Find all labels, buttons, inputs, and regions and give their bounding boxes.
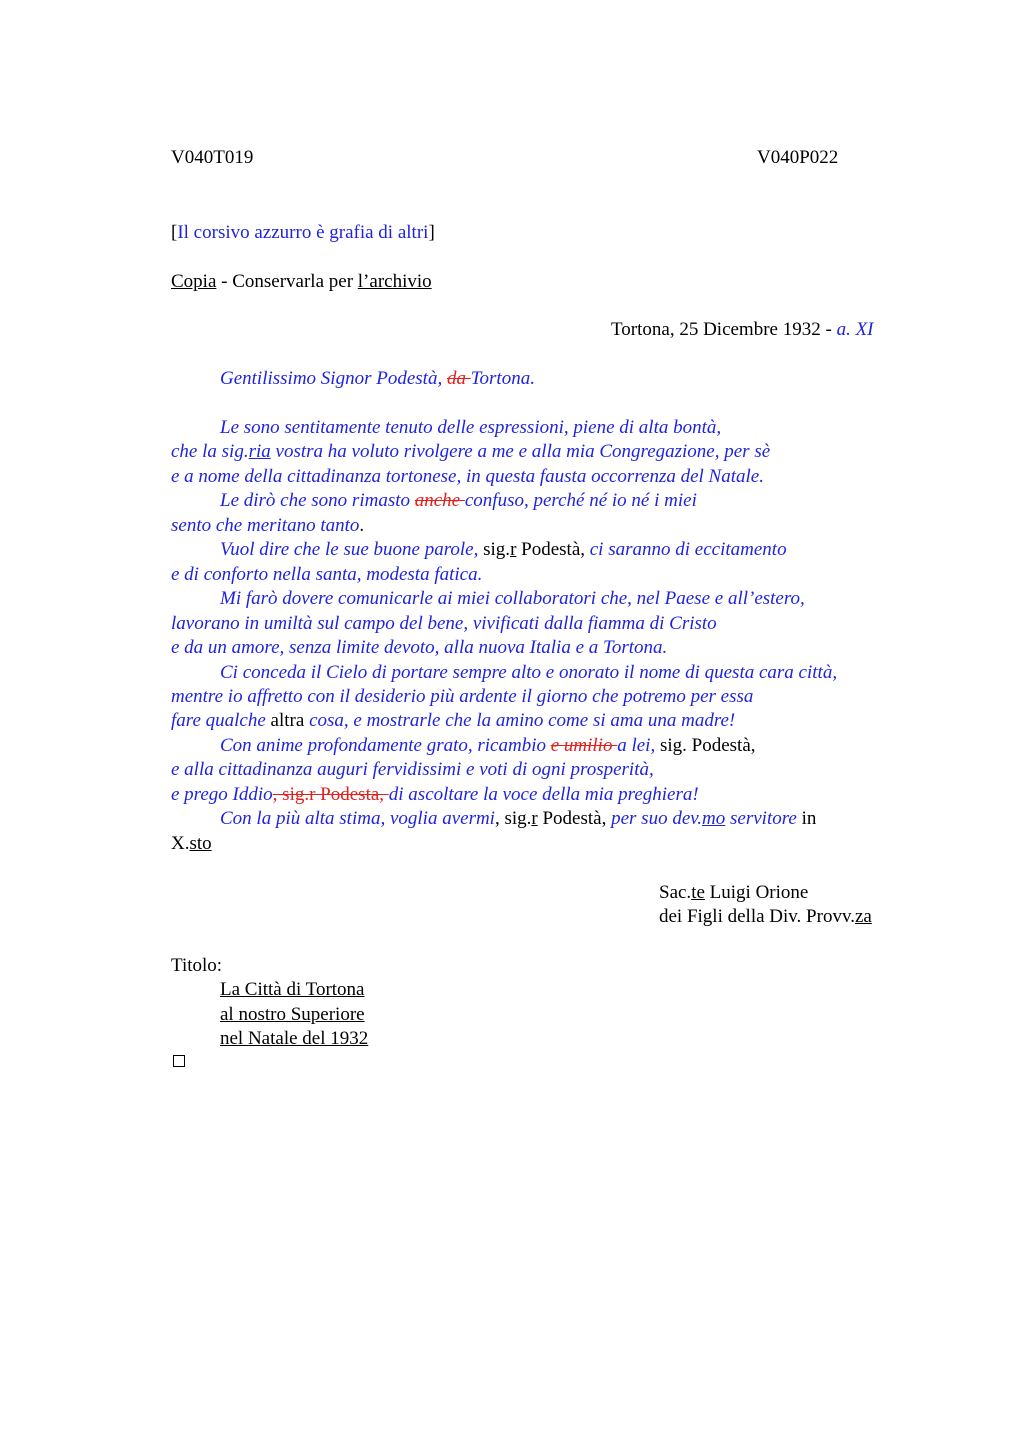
signature-1c: Luigi Orione <box>704 882 809 903</box>
body-line-16a: e prego Iddio <box>171 784 273 805</box>
body-line-8: Mi farò dovere comunicarle ai miei collaboratori che, nel Paese e all’estero, <box>220 588 805 609</box>
body-line-2b: ria <box>248 441 271 462</box>
title-label: Titolo: <box>171 955 223 976</box>
body-line-16 <box>171 783 699 807</box>
salutation-end: Tortona. <box>470 368 535 389</box>
body-line-17h: in <box>796 808 817 829</box>
salutation-deleted: da <box>446 368 471 389</box>
body-line-17a: Con la più alta stima, voglia avermi <box>220 808 495 829</box>
document-code-left: V040T019 <box>171 147 254 168</box>
copy-label: Copia <box>171 271 217 292</box>
body-line-17e: per suo dev. <box>611 808 703 829</box>
body-line-17g: servitore <box>725 808 797 829</box>
checkbox-glyph <box>173 1055 185 1067</box>
body-line-2c: vostra ha voluto rivolgere a me e alla mia Congregazione, per sè <box>270 441 771 462</box>
salutation-text: Gentilissimo Signor Podestà, <box>220 368 447 389</box>
title-line-2: al nostro Superiore <box>220 1004 365 1025</box>
body-line-1: Le sono sentitamente tenuto delle espressioni, piene di alta bontà, <box>220 417 722 438</box>
note-close-bracket: ] <box>428 222 435 243</box>
date-line <box>611 318 874 342</box>
body-line-13c: cosa, e mostrarle che la amino come si ama una madre! <box>304 710 736 731</box>
body-line-17b: , sig. <box>494 808 532 829</box>
note-open-bracket: [ <box>171 222 178 243</box>
body-line-14-deleted: e umilio <box>550 735 618 756</box>
body-line-5b: . <box>359 515 365 536</box>
body-line-6b: sig. <box>483 539 511 560</box>
title-line-1: La Città di Tortona <box>220 979 365 1000</box>
signature-1b: te <box>691 882 705 903</box>
signature-2b: za <box>854 906 872 927</box>
signature-line-1 <box>659 881 808 905</box>
body-line-7: e di conforto nella santa, modesta fatica. <box>171 564 483 585</box>
body-line-16b: di ascoltare la voce della mia preghiera! <box>388 784 699 805</box>
body-line-14a: Con anime profondamente grato, ricambio <box>220 735 551 756</box>
signature-1a: Sac. <box>659 882 692 903</box>
body-line-13a: fare qualche <box>171 710 271 731</box>
body-line-3: e a nome della cittadinanza tortonese, in questa fausta occorrenza del Natale. <box>171 466 764 487</box>
body-line-2 <box>171 440 770 464</box>
body-line-14b: a lei, <box>617 735 660 756</box>
body-line-11: Ci conceda il Cielo di portare sempre alto e onorato il nome di questa cara città, <box>220 662 838 683</box>
body-line-4a: Le dirò che sono rimasto <box>220 490 415 511</box>
body-line-5 <box>171 514 364 538</box>
body-line-4-deleted: anche <box>414 490 465 511</box>
note-text: Il corsivo azzurro è grafia di altri <box>177 222 429 243</box>
body-line-6a: Vuol dire che le sue buone parole, <box>220 539 484 560</box>
archive-label: l’archivio <box>357 271 432 292</box>
title-line-3: nel Natale del 1932 <box>220 1028 369 1049</box>
body-line-18a: X. <box>171 833 190 854</box>
body-line-2a: che la sig. <box>171 441 249 462</box>
body-line-15: e alla cittadinanza auguri fervidissimi e voti di ogni prosperità, <box>171 759 654 780</box>
body-line-16-deleted: , sig.r Podesta, <box>272 784 389 805</box>
body-line-6 <box>220 538 787 562</box>
body-line-17c: r <box>531 808 538 829</box>
body-line-4 <box>220 489 697 513</box>
body-line-12: mentre io affretto con il desiderio più ardente il giorno che potremo per essa <box>171 686 754 707</box>
signature-line-2 <box>659 905 872 929</box>
document-code-right <box>757 146 838 170</box>
body-line-5a: sento che meritano tanto <box>171 515 360 536</box>
copy-instruction <box>171 270 432 294</box>
salutation <box>220 367 535 391</box>
body-line-17 <box>220 807 816 831</box>
body-line-13b: altra <box>270 710 305 731</box>
body-line-4b: confuso, perché né io né i miei <box>464 490 697 511</box>
copy-middle: - Conservarla per <box>216 271 358 292</box>
body-line-6c: r <box>510 539 517 560</box>
signature-2a: dei Figli della Div. Provv. <box>659 906 855 927</box>
date-text: Tortona, 25 Dicembre 1932 - <box>611 319 837 340</box>
body-line-6e: ci saranno di eccitamento <box>589 539 787 560</box>
body-line-14c: sig. Podestà, <box>659 735 756 756</box>
document-code-right-text: V040P022 <box>757 147 839 168</box>
body-line-13 <box>171 709 735 733</box>
body-line-18b: sto <box>189 833 212 854</box>
body-line-10: e da un amore, senza limite devoto, alla nuova Italia e a Tortona. <box>171 637 668 658</box>
body-line-9: lavorano in umiltà sul campo del bene, vivificati dalla fiamma di Cristo <box>171 613 717 634</box>
body-line-6d: Podestà, <box>516 539 590 560</box>
editorial-note <box>171 221 435 245</box>
body-line-17d: Podestà, <box>537 808 612 829</box>
body-line-14 <box>220 734 756 758</box>
body-line-17f: mo <box>702 808 726 829</box>
body-line-18 <box>171 832 212 856</box>
fascist-era-year: a. XI <box>836 319 874 340</box>
